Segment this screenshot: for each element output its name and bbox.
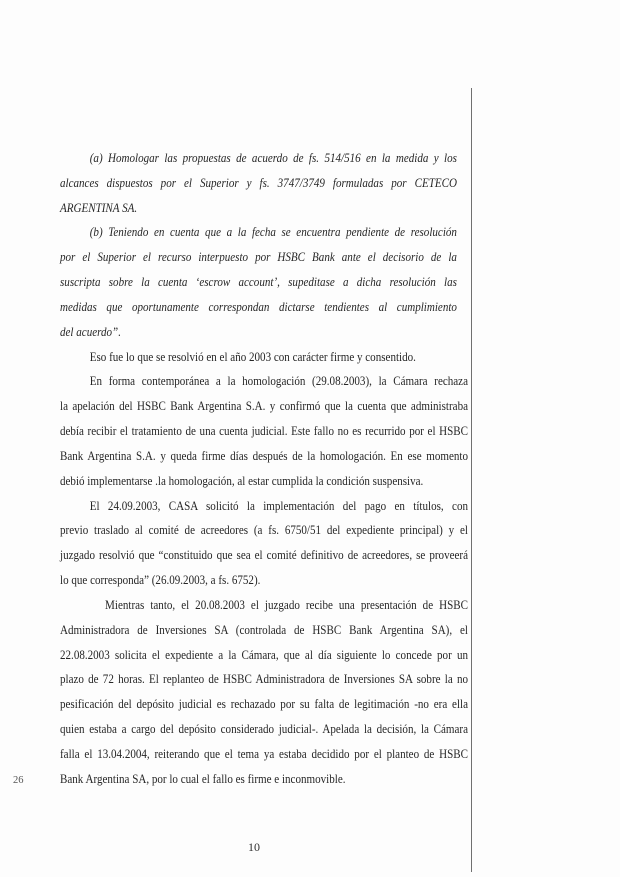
text-line: juzgado resolvió que “constituido que sea el comité definitivo de acreedores, se proveerá xyxy=(60,547,468,563)
text-line: En forma contemporánea a la homologación (29.08.2003), la Cámara rechaza xyxy=(89,373,468,389)
paragraph xyxy=(60,593,468,792)
text-line: medidas que oportunamente correspondan dictarse tendientes al cumplimiento xyxy=(60,298,457,314)
text-line: suscripta sobre la cuenta ‘escrow account’, supeditase a dicha resolución las xyxy=(60,274,457,290)
text-line: debió implementarse .la homologación, al estar cumplida la condición suspensiva. xyxy=(60,472,424,488)
quote-item-a xyxy=(60,146,468,220)
page-number: 10 xyxy=(248,840,260,854)
text-line: Administradora de Inversiones SA (controlada de HSBC Bank Argentina SA), el xyxy=(60,621,468,637)
text-line: Mientras tanto, el 20.08.2003 el juzgado recibe una presentación de HSBC xyxy=(105,596,469,612)
text-line: previo traslado al comité de acreedores (a fs. 6750/51 del expediente principal) y el xyxy=(60,522,468,538)
body-text xyxy=(60,146,468,792)
text-line: El 24.09.2003, CASA solicitó la implementación del pago en títulos, con xyxy=(89,497,468,513)
text-line: falla el 13.04.2004, reiterando que el tema ya estaba decidido por el planteo de HSBC xyxy=(60,745,468,761)
text-line: 22.08.2003 solicita el expediente a la Cámara, que al día siguiente lo concede por un xyxy=(60,646,468,662)
text-line: lo que corresponda” (26.09.2003, a fs. 6752). xyxy=(60,572,261,588)
text-line: plazo de 72 horas. El replanteo de HSBC Administradora de Inversiones SA sobre la no xyxy=(60,671,468,687)
margin-line-number: 26 xyxy=(13,775,24,786)
vertical-margin-rule xyxy=(471,88,472,872)
text-line: por el Superior el recurso interpuesto por HSBC Bank ante el decisorio de la xyxy=(60,249,457,265)
text-line: (a) Homologar las propuestas de acuerdo de fs. 514/516 en la medida y los xyxy=(89,150,457,165)
text-line: pesificación del depósito judicial es rechazado por su falta de legitimación -no era ella xyxy=(60,696,468,712)
quote-item-b xyxy=(60,220,468,344)
paragraph xyxy=(60,369,468,493)
text-line: (b) Teniendo en cuenta que a la fecha se encuentra pendiente de resolución xyxy=(89,224,457,240)
text-line: Eso fue lo que se resolvió en el año 2003 con carácter firme y consentido. xyxy=(89,348,416,364)
text-line: la apelación del HSBC Bank Argentina S.A. y confirmó que la cuenta que administraba xyxy=(60,398,468,414)
text-line: Bank Argentina SA, por lo cual el fallo es firme e inconmovible. xyxy=(60,770,346,786)
paragraph xyxy=(60,494,468,593)
text-line: Bank Argentina S.A. y queda firme días después de la homologación. En ese momento xyxy=(60,447,468,463)
text-line: ARGENTINA SA. xyxy=(60,199,138,215)
text-line: alcances dispuestos por el Superior y fs. 3747/3749 formuladas por CETECO xyxy=(60,174,457,190)
text-line: del acuerdo”. xyxy=(60,323,121,339)
text-line: debía recibir el tratamiento de una cuenta judicial. Este fallo no es recurrido por el HSBC xyxy=(60,423,468,439)
paragraph xyxy=(60,345,468,370)
quoted-resolution xyxy=(60,146,468,345)
text-line: quien estaba a cargo del depósito considerado judicial-. Apelada la decisión, la Cámara xyxy=(60,721,468,737)
